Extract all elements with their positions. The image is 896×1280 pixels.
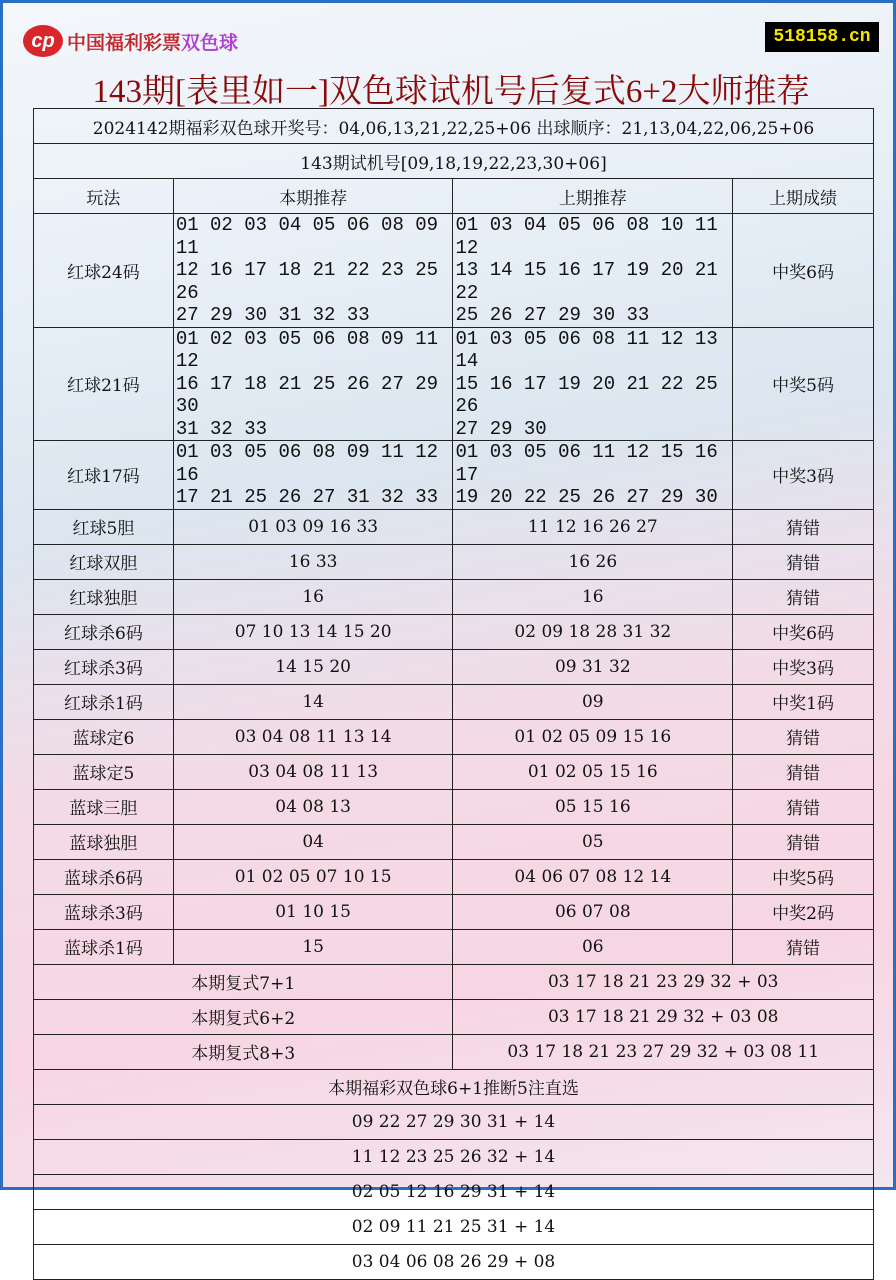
previous-result: 中奖6码 [733,214,874,328]
previous-result: 猜错 [733,579,874,614]
current-pick: 01 10 15 [173,894,453,929]
current-pick: 07 10 13 14 15 20 [173,614,453,649]
current-pick: 03 04 08 11 13 14 [173,719,453,754]
previous-pick: 04 06 07 08 12 14 [453,859,733,894]
column-header: 本期推荐 [173,179,453,214]
table-row [34,441,874,510]
column-header: 上期成绩 [733,179,874,214]
previous-pick: 06 [453,929,733,964]
table-row [34,509,874,544]
compound-value: 03 17 18 21 23 27 29 32 + 03 08 11 [453,1034,874,1069]
current-pick: 04 08 13 [173,789,453,824]
trial-row [34,144,874,179]
previous-pick: 06 07 08 [453,894,733,929]
previous-result: 猜错 [733,789,874,824]
previous-result: 中奖5码 [733,327,874,441]
previous-result: 猜错 [733,509,874,544]
column-header: 玩法 [34,179,174,214]
draw-info: 2024142期福彩双色球开奖号：04,06,13,21,22,25+06 出球顺序：21,13,04,22,06,25+06 [34,109,874,144]
previous-result: 猜错 [733,754,874,789]
table-row [34,579,874,614]
play-type: 蓝球定5 [34,754,174,789]
previous-result: 中奖3码 [733,441,874,510]
previous-pick: 11 12 16 26 27 [453,509,733,544]
compound-label: 本期复式7+1 [34,964,453,999]
play-type: 蓝球杀3码 [34,894,174,929]
current-pick: 15 [173,929,453,964]
compound-row [34,964,874,999]
table-row [34,214,874,328]
column-header: 上期推荐 [453,179,733,214]
current-pick: 01 02 05 07 10 15 [173,859,453,894]
picks-title: 本期福彩双色球6+1推断5注直选 [34,1069,874,1104]
previous-pick: 05 15 16 [453,789,733,824]
previous-result: 猜错 [733,824,874,859]
play-type: 蓝球三胆 [34,789,174,824]
table-row [34,544,874,579]
header-row [34,179,874,214]
previous-result: 中奖1码 [733,684,874,719]
table-row [34,789,874,824]
play-type: 蓝球杀6码 [34,859,174,894]
current-pick: 14 15 20 [173,649,453,684]
play-type: 红球5胆 [34,509,174,544]
table-row [34,327,874,441]
previous-pick: 09 31 32 [453,649,733,684]
pick-row [34,1174,874,1209]
previous-result: 猜错 [733,719,874,754]
pick-numbers: 02 09 11 21 25 31 + 14 [34,1209,874,1244]
table-row [34,719,874,754]
picks-title-row [34,1069,874,1104]
current-pick: 01 02 03 04 05 06 08 09 11 12 16 17 18 21 22 23 25 26 27 29 30 31 32 33 [173,214,453,328]
pick-row [34,1244,874,1279]
play-type: 红球杀6码 [34,614,174,649]
current-pick: 16 [173,579,453,614]
compound-value: 03 17 18 21 23 29 32 + 03 [453,964,874,999]
trial-numbers: 143期试机号[09,18,19,22,23,30+06] [34,144,874,179]
table-row [34,929,874,964]
draw-info-row [34,109,874,144]
play-type: 红球独胆 [34,579,174,614]
play-type: 红球双胆 [34,544,174,579]
logo-text-accent: 双色球 [181,31,239,54]
previous-result: 中奖6码 [733,614,874,649]
current-pick: 03 04 08 11 13 [173,754,453,789]
table-row [34,754,874,789]
current-pick: 16 33 [173,544,453,579]
previous-result: 中奖5码 [733,859,874,894]
logo-text [67,28,238,55]
table-row [34,894,874,929]
play-type: 红球17码 [34,441,174,510]
previous-result: 中奖3码 [733,649,874,684]
previous-pick: 01 02 05 15 16 [453,754,733,789]
site-badge[interactable]: 518158.cn [765,22,879,52]
table-row [34,614,874,649]
table-row [34,824,874,859]
logo-text-main: 中国福利彩票 [67,31,182,54]
compound-value: 03 17 18 21 29 32 + 03 08 [453,999,874,1034]
pick-numbers: 03 04 06 08 26 29 + 08 [34,1244,874,1279]
compound-label: 本期复式8+3 [34,1034,453,1069]
table-row [34,859,874,894]
current-pick: 01 03 05 06 08 09 11 12 16 17 21 25 26 27 31 32 33 [173,441,453,510]
previous-pick: 16 26 [453,544,733,579]
current-pick: 04 [173,824,453,859]
previous-pick: 01 03 05 06 08 11 12 13 14 15 16 17 19 20 21 22 25 26 27 29 30 [453,327,733,441]
compound-row [34,1034,874,1069]
pick-numbers: 02 05 12 16 29 31 + 14 [34,1174,874,1209]
play-type: 红球24码 [34,214,174,328]
previous-pick: 05 [453,824,733,859]
play-type: 红球21码 [34,327,174,441]
lottery-logo [23,25,238,57]
pick-row [34,1139,874,1174]
page-title: 143期[表里如一]双色球试机号后复式6+2大师推荐 [92,74,810,110]
play-type: 蓝球杀1码 [34,929,174,964]
previous-result: 猜错 [733,544,874,579]
play-type: 蓝球独胆 [34,824,174,859]
recommendation-table [33,108,874,1280]
pick-numbers: 09 22 27 29 30 31 + 14 [34,1104,874,1139]
compound-label: 本期复式6+2 [34,999,453,1034]
current-pick: 14 [173,684,453,719]
current-pick: 01 03 09 16 33 [173,509,453,544]
pick-row [34,1104,874,1139]
previous-result: 猜错 [733,929,874,964]
previous-result: 中奖2码 [733,894,874,929]
compound-row [34,999,874,1034]
previous-pick: 01 03 04 05 06 08 10 11 12 13 14 15 16 17 19 20 21 22 25 26 27 29 30 33 [453,214,733,328]
table-row [34,684,874,719]
pick-row [34,1209,874,1244]
current-pick: 01 02 03 05 06 08 09 11 12 16 17 18 21 25 26 27 29 30 31 32 33 [173,327,453,441]
table-row [34,649,874,684]
previous-pick: 02 09 18 28 31 32 [453,614,733,649]
previous-pick: 16 [453,579,733,614]
previous-pick: 01 02 05 09 15 16 [453,719,733,754]
previous-pick: 09 [453,684,733,719]
cwl-logo-icon: cp [23,25,63,57]
play-type: 红球杀3码 [34,649,174,684]
play-type: 蓝球定6 [34,719,174,754]
play-type: 红球杀1码 [34,684,174,719]
pick-numbers: 11 12 23 25 26 32 + 14 [34,1139,874,1174]
previous-pick: 01 03 05 06 11 12 15 16 17 19 20 22 25 26 27 29 30 [453,441,733,510]
